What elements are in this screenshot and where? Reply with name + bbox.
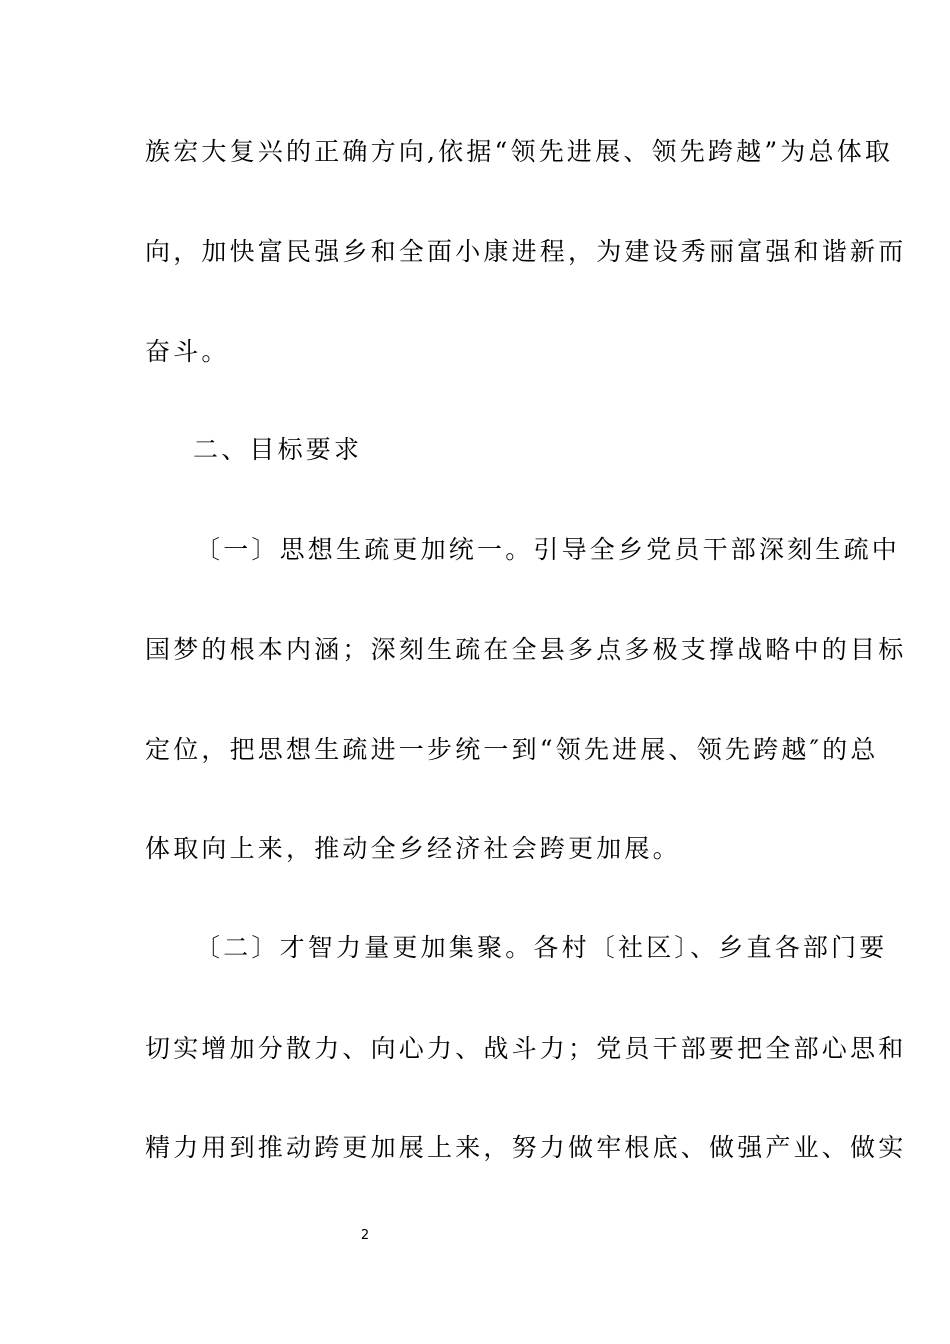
paragraph-line-1: 族宏大复兴的正确方向,依据“领先进展、领先跨越”为总体取 — [145, 137, 894, 166]
paragraph-line-10: 切实增加分散力、向心力、战斗力；党员干部要把全部心思和 — [145, 1034, 907, 1063]
paragraph-line-3: 奋斗。 — [145, 337, 230, 366]
section-heading: 二、目标要求 — [193, 435, 363, 464]
paragraph-line-8: 体取向上来，推动全乡经济社会跨更加展。 — [145, 834, 681, 863]
page-number: 2 — [360, 1228, 370, 1243]
paragraph-line-7: 定位，把思想生疏进一步统一到“领先进展、领先跨越″的总 — [145, 735, 879, 764]
paragraph-line-2: 向，加快富民强乡和全面小康进程，为建设秀丽富强和谐新而 — [145, 237, 907, 266]
paragraph-line-6: 国梦的根本内涵；深刻生疏在全县多点多极支撑战略中的目标 — [145, 635, 907, 664]
paragraph-line-11: 精力用到推动跨更加展上来，努力做牢根底、做强产业、做实 — [145, 1133, 907, 1162]
paragraph-line-5: 〔一〕思想生疏更加统一。引导全乡党员干部深刻生疏中 — [195, 535, 901, 564]
paragraph-line-9: 〔二〕才智力量更加集聚。各村〔社区〕、乡直各部门要 — [195, 933, 888, 962]
